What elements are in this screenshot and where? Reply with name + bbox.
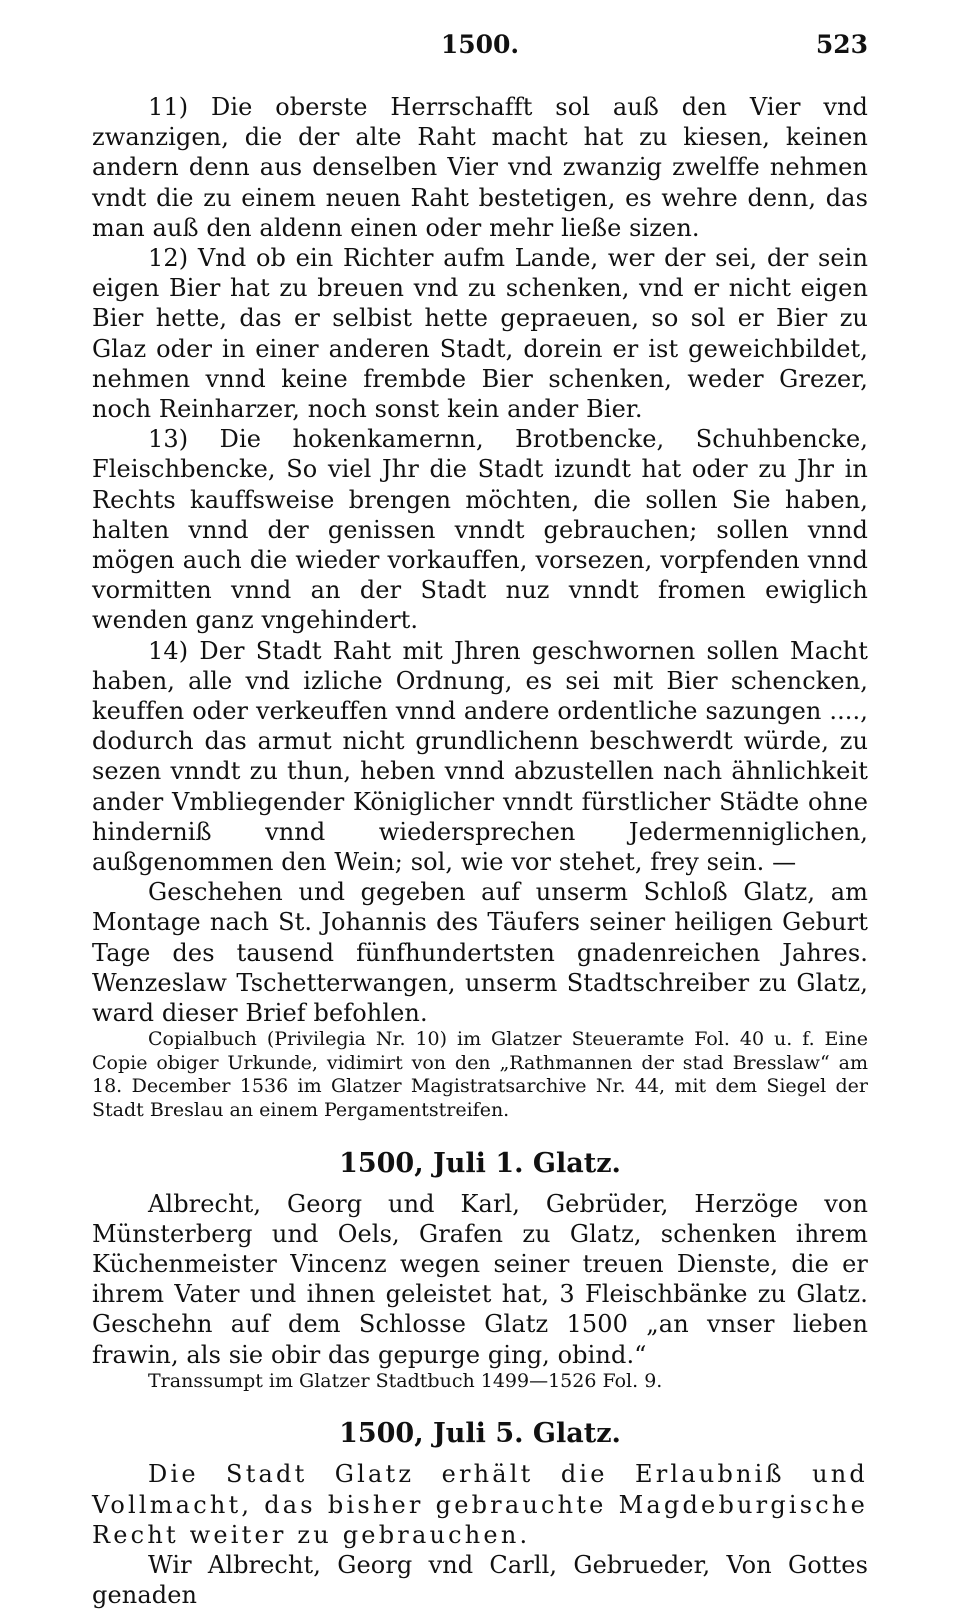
paragraph-juli-1: Albrecht, Georg und Karl, Gebrüder, Herzöge von Münsterberg und Oels, Grafen zu Glatz, schenken ihrem Küchenmeister Vincenz wegen seiner treuen Dienste, die er ihrem Vater und ihnen geleistet hat, 3 Fleischbänke zu Glatz. Geschehn auf dem Schlosse Glatz 1500 „an vnser lieben frawin, als sie obir das gepurge ging, obind.“: [92, 1189, 868, 1369]
source-note: Copialbuch (Privilegia Nr. 10) im Glatzer Steueramte Fol. 40 u. f. Eine Copie obiger Urkunde, vidimirt von den „Rathmannen der stad Bresslaw“ am 18. December 1536 im Glatzer Magistratsarchive Nr. 44, mit dem Siegel der Stadt Breslau an einem Pergamentstreifen.: [92, 1028, 868, 1122]
paragraph-11: 11) Die oberste Herrschafft sol auß den Vier vnd zwanzigen, die der alte Raht macht hat zu kiesen, keinen andern denn aus denselben Vier vnd zwanzig zwelffe nehmen vndt die zu einem neuen Raht bestetigen, es wehre denn, das man auß den aldenn einen oder mehr ließe sizen.: [92, 93, 868, 242]
summary-juli-5: Die Stadt Glatz erhält die Erlaubniß und Vollmacht, das bisher gebrauchte Magdeburgische Recht weiter zu gebrauchen.: [92, 1460, 868, 1549]
paragraph-juli-5: Wir Albrecht, Georg vnd Carll, Gebrueder, Von Gottes genaden: [92, 1551, 868, 1610]
page-body: [92, 92, 868, 1611]
page-header: [92, 30, 868, 74]
source-note-juli-1: Transsumpt im Glatzer Stadtbuch 1499—1526 Fol. 9.: [148, 1369, 663, 1392]
paragraph-closing: Geschehen und gegeben auf unserm Schloß Glatz, am Montage nach St. Johannis des Täufers seiner heiligen Geburt Tage des tausend fünfhundertsten gnadenreichen Jahres. Wenzeslaw Tschetterwangen, unserm Stadtschreiber zu Glatz, ward dieser Brief befohlen.: [92, 878, 868, 1028]
paragraph-14: 14) Der Stadt Raht mit Jhren geschwornen sollen Macht haben, alle vnd izliche Ordnung, es sei mit Bier schencken, keuffen oder verkeuffen vnnd andere ordentliche sazungen ...., dodurch das armut nicht grundlichenn beschwerdt würde, zu sezen vnndt zu thun, heben vnnd abzustellen nach ähnlichkeit ander Vmbliegender Königlicher vnndt fürstlicher Städte ohne hinderniß vnnd wiedersprechen Jedermenniglichen, außgenommen den Wein; sol, wie vor stehet, frey sein. —: [92, 636, 868, 877]
section-heading-juli-5: 1500, Juli 5. Glatz.: [339, 1418, 621, 1450]
section-heading-juli-1: 1500, Juli 1. Glatz.: [339, 1147, 621, 1179]
running-head-year: 1500.: [440, 30, 520, 59]
paragraph-13: 13) Die hokenkamernn, Brotbencke, Schuhbencke, Fleischbencke, So viel Jhr die Stadt izundt hat oder zu Jhr in Rechts kauffsweise brengen möchten, die sollen Sie haben, halten vnnd der genissen vnndt gebrauchen; sollen vnnd mögen auch die wieder vorkauffen, vorsezen, vorpfenden vnnd vormitten vnnd an der Stadt nuz vnndt fromen ewiglich wenden ganz vngehindert.: [92, 425, 868, 635]
page-number: 523: [815, 30, 868, 59]
paragraph-12: 12) Vnd ob ein Richter aufm Lande, wer der sei, der sein eigen Bier hat zu breuen vnd zu schenken, vnd er nicht eigen Bier hette, das er selbist hette gepraeuen, so sol er Bier zu Glaz oder in einer anderen Stadt, dorein er ist geweichbildet, nehmen vnnd keine frembde Bier schenken, weder Grezer, noch Reinharzer, noch sonst kein ander Bier.: [92, 244, 868, 424]
